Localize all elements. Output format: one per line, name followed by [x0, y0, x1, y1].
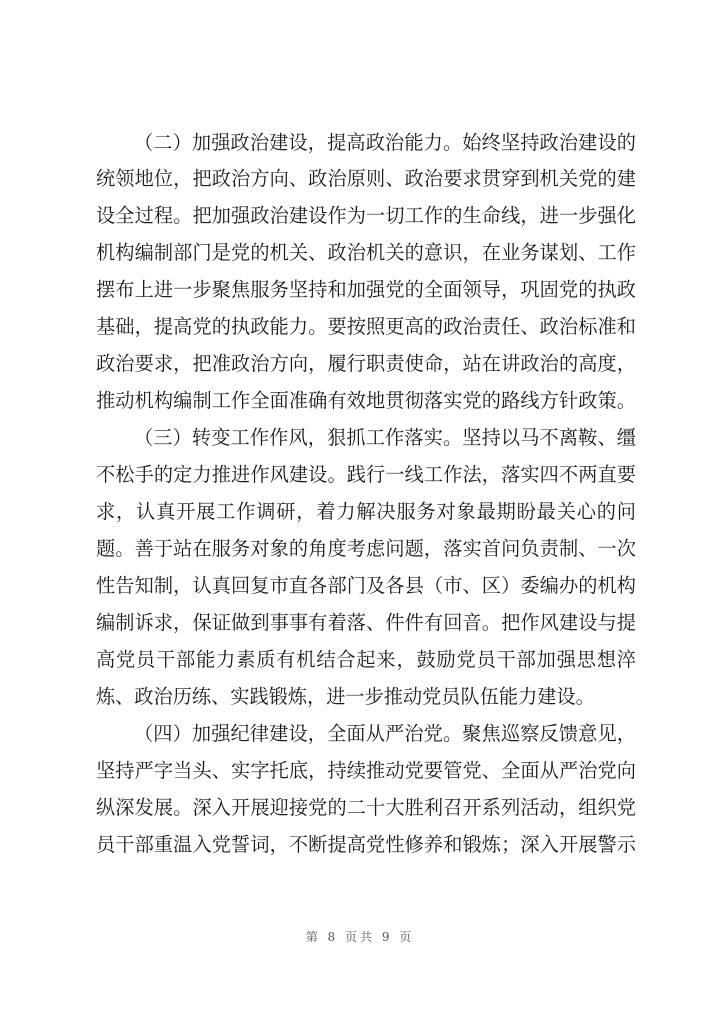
text-line: （二）加强政治建设，提高政治能力。始终坚持政治建设的 [134, 131, 636, 154]
text-line: 炼、政治历练、实践锻炼，进一步推动党员队伍能力建设。 [96, 685, 595, 708]
text-line: 员干部重温入党誓词，不断提高党性修养和锻炼；深入开展警示 [96, 833, 636, 856]
text-line: 性告知制，认真回复市直各部门及各县（市、区）委编办的机构 [96, 574, 636, 597]
text-line: 纵深发展。深入开展迎接党的二十大胜利召开系列活动，组织党 [96, 796, 636, 819]
text-line: 题。善于站在服务对象的角度考虑问题，落实首问负责制、一次 [96, 537, 636, 560]
text-line: 高党员干部能力素质有机结合起来，鼓励党员干部加强思想淬 [96, 648, 636, 671]
text-line: 设全过程。把加强政治建设作为一切工作的生命线，进一步强化 [96, 204, 636, 227]
text-line: 推动机构编制工作全面准确有效地贯彻落实党的路线方针政策。 [96, 389, 636, 412]
text-line: 政治要求，把准政治方向，履行职责使命，站在讲政治的高度， [96, 352, 636, 375]
text-line: 摆布上进一步聚焦服务坚持和加强党的全面领导，巩固党的执政 [96, 278, 636, 301]
text-line: 坚持严字当头、实字托底，持续推动党要管党、全面从严治党向 [96, 759, 636, 782]
text-line: 统领地位，把政治方向、政治原则、政治要求贯穿到机关党的建 [96, 167, 636, 190]
text-line: 机构编制部门是党的机关、政治机关的意识，在业务谋划、工作 [96, 241, 636, 264]
page-number-footer: 第 8 页共 9 页 [305, 930, 415, 944]
text-line: 求，认真开展工作调研，着力解决服务对象最期盼最关心的问 [96, 500, 636, 523]
text-line: （四）加强纪律建设，全面从严治党。聚焦巡察反馈意见， [134, 722, 636, 745]
text-line: 编制诉求，保证做到事事有着落、件件有回音。把作风建设与提 [96, 611, 636, 634]
text-line: （三）转变工作作风，狠抓工作落实。坚持以马不离鞍、缰 [134, 426, 636, 449]
text-line: 基础，提高党的执政能力。要按照更高的政治责任、政治标准和 [96, 315, 636, 338]
text-line: 不松手的定力推进作风建设。践行一线工作法，落实四不两直要 [96, 463, 636, 486]
